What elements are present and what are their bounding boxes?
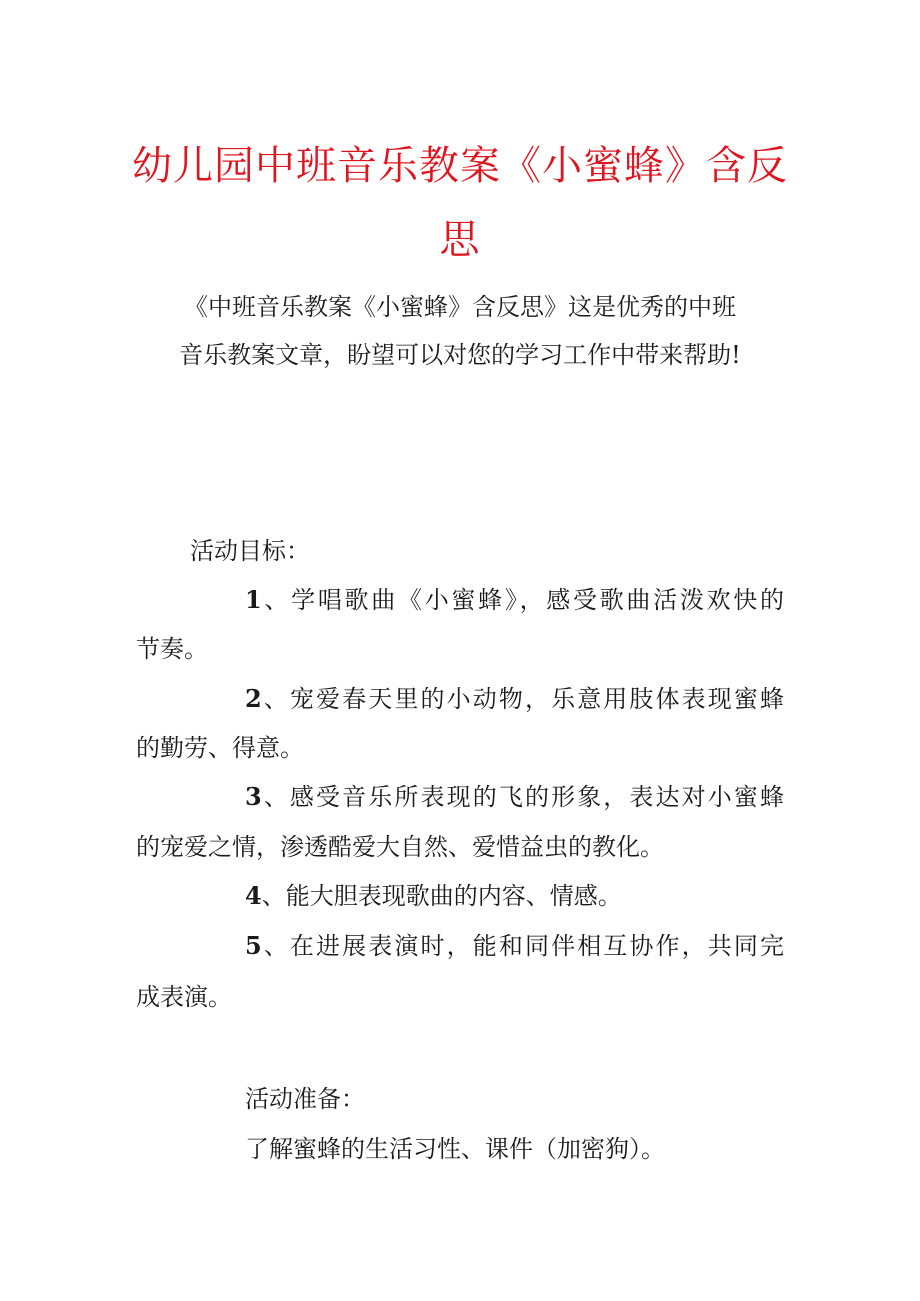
document-title-line-2: 思 [439,217,481,263]
goal-item-1 [245,585,784,615]
intro-line-1: 《中班音乐教案《小蜜蜂》含反思》这是优秀的中班 [184,293,736,321]
goal-item-2 [245,684,784,714]
goal-number: 2 [245,684,262,713]
goal-number: 1 [245,585,262,614]
goal-item-1-continued: 节奏。 [136,635,208,663]
goal-item-5-continued: 成表演。 [136,983,232,1011]
prep-text: 了解蜜蜂的生活习性、课件（加密狗）。 [245,1135,665,1163]
prep-heading: 活动准备： [245,1085,365,1113]
goal-item-3-continued: 的宠爱之情，渗透酷爱大自然、爱惜益虫的教化。 [136,833,664,861]
goal-number: 4 [245,881,262,910]
goal-item-3 [245,782,784,812]
goal-text: 、学唱歌曲《小蜜蜂》，感受歌曲活泼欢快的 [261,586,784,614]
goal-item-2-continued: 的勤劳、得意。 [136,734,304,762]
goal-text: 、宠爱春天里的小动物，乐意用肢体表现蜜蜂 [261,685,784,713]
goal-number: 5 [245,931,262,960]
goal-number: 3 [245,782,262,811]
goal-text: 、能大胆表现歌曲的内容、情感。 [261,882,622,910]
goals-heading: 活动目标： [190,537,310,565]
document-title-line-1: 幼儿园中班音乐教案《小蜜蜂》含反 [132,143,788,189]
intro-line-2: 音乐教案文章，盼望可以对您的学习工作中带来帮助! [179,341,741,369]
goal-item-5 [245,931,784,961]
goal-text: 、在进展表演时，能和同伴相互协作，共同完 [261,932,784,960]
goal-item-4 [245,881,622,911]
goal-text: 、感受音乐所表现的飞的形象，表达对小蜜蜂 [261,783,784,811]
